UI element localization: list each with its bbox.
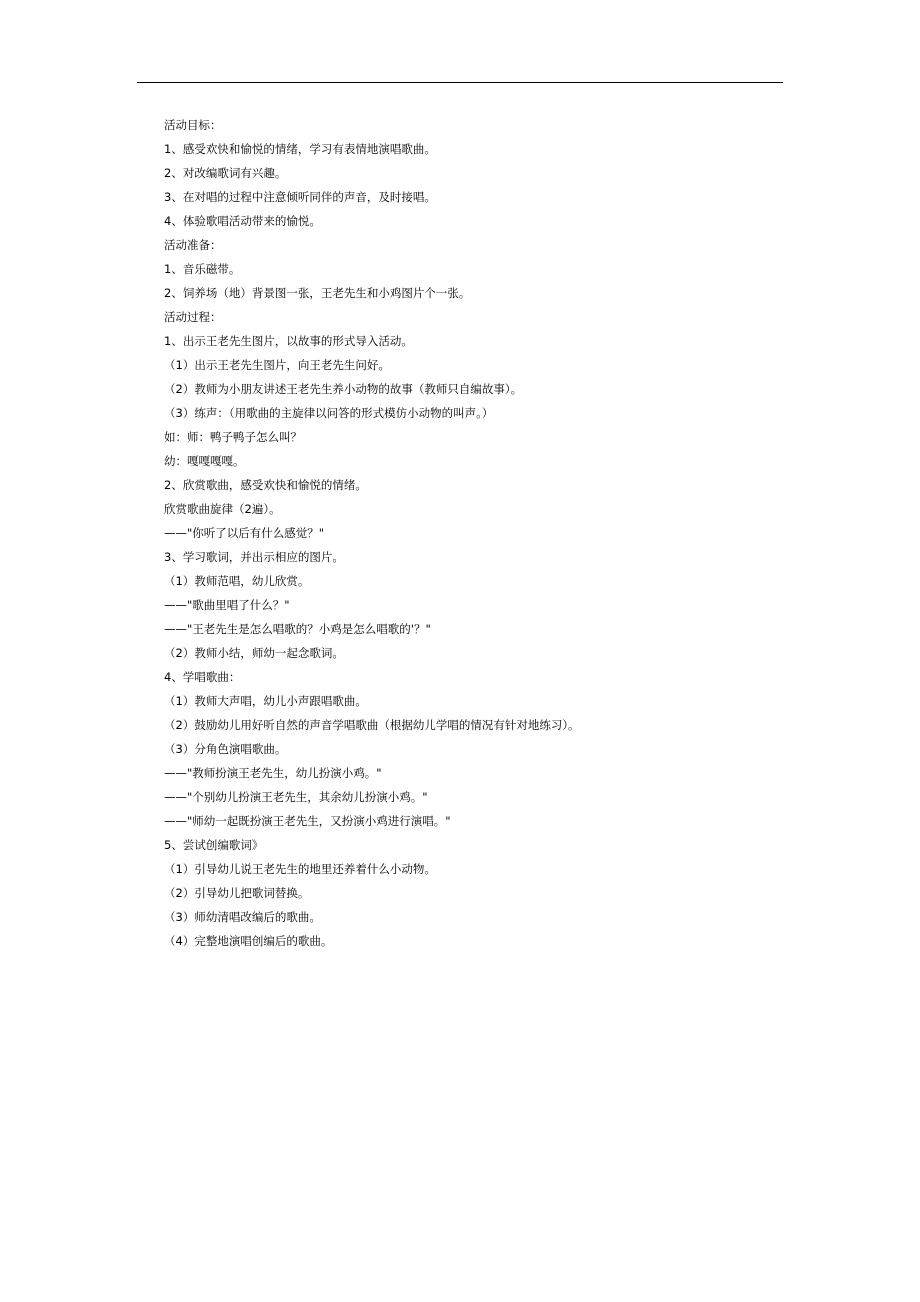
text-line: （1）引导幼儿说王老先生的地里还养着什么小动物。: [164, 862, 436, 876]
text-line: 欣赏歌曲旋律（2遍）。: [164, 502, 281, 516]
text-line: （1）教师大声唱，幼儿小声跟唱歌曲。: [164, 694, 367, 708]
text-line: 4、体验歌唱活动带来的愉悦。: [164, 214, 321, 228]
text-line: 1、感受欢快和愉悦的情绪，学习有表情地演唱歌曲。: [164, 142, 436, 156]
text-line: （3）分角色演唱歌曲。: [164, 742, 287, 756]
text-line: ——"王老先生是怎么唱歌的？小鸡是怎么唱歌的'？": [164, 622, 431, 636]
text-line: （2）鼓励幼儿用好听自然的声音学唱歌曲（根据幼儿学唱的情况有针对地练习）。: [164, 718, 580, 732]
text-line: 3、学习歌词，并出示相应的图片。: [164, 550, 344, 564]
text-line: ——"歌曲里唱了什么？": [164, 598, 290, 612]
text-line: 1、出示王老先生图片，以故事的形式导入活动。: [164, 334, 413, 348]
text-line: 活动目标：: [164, 118, 222, 132]
text-line: 如：师：鸭子鸭子怎么叫？: [164, 430, 302, 444]
text-line: 幼：嘎嘎嘎嘎。: [164, 454, 245, 468]
text-line: （3）练声：（用歌曲的主旋律以问答的形式模仿小动物的叫声。）: [164, 406, 494, 420]
header-rule: [137, 82, 783, 83]
text-line: ——"个别幼儿扮演王老先生，其余幼儿扮演小鸡。": [164, 790, 428, 804]
text-line: ——"师幼一起既扮演王老先生，又扮演小鸡进行演唱。": [164, 814, 451, 828]
text-line: 5、尝试创编歌词》: [164, 838, 264, 852]
text-line: （1）教师范唱，幼儿欣赏。: [164, 574, 310, 588]
text-line: 活动过程：: [164, 310, 222, 324]
document-body: [164, 113, 784, 953]
text-line: 4、学唱歌曲：: [164, 670, 241, 684]
text-line: ——"你听了以后有什么感觉？": [164, 526, 325, 540]
text-line: 2、对改编歌词有兴趣。: [164, 166, 287, 180]
text-line: 2、欣赏歌曲，感受欢快和愉悦的情绪。: [164, 478, 367, 492]
text-line: （3）师幼清唱改编后的歌曲。: [164, 910, 321, 924]
text-line: （2）引导幼儿把歌词替换。: [164, 886, 310, 900]
text-line: （2）教师为小朋友讲述王老先生养小动物的故事（教师只自编故事）。: [164, 382, 523, 396]
text-line: （4）完整地演唱创编后的歌曲。: [164, 934, 333, 948]
text-line: 活动准备：: [164, 238, 222, 252]
text-line: （1）出示王老先生图片，向王老先生问好。: [164, 358, 390, 372]
text-line: 2、饲养场（地）背景图一张，王老先生和小鸡图片个一张。: [164, 286, 471, 300]
text-line: （2）教师小结，师幼一起念歌词。: [164, 646, 344, 660]
text-line: ——"教师扮演王老先生，幼儿扮演小鸡。": [164, 766, 382, 780]
text-line: 1、音乐磁带。: [164, 262, 241, 276]
text-line: 3、在对唱的过程中注意倾听同伴的声音，及时接唱。: [164, 190, 436, 204]
